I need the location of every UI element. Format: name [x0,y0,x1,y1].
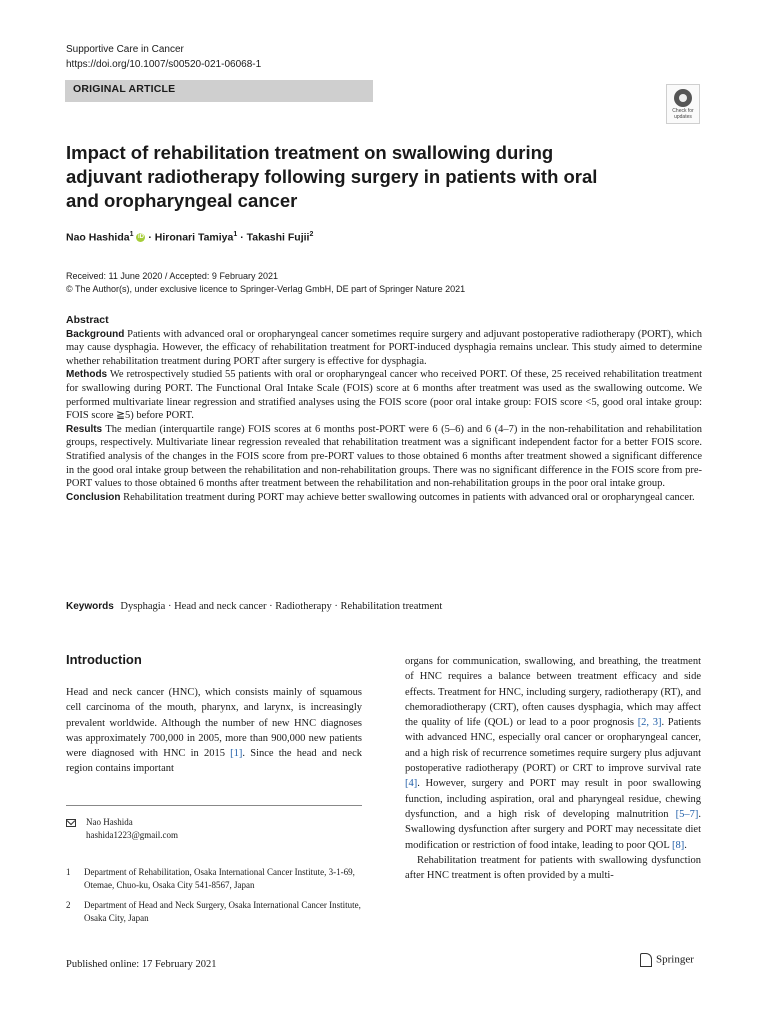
conclusion-label: Conclusion [66,491,121,503]
springer-horse-icon [640,953,652,967]
section-title-introduction: Introduction [66,652,142,667]
received-accepted: Received: 11 June 2020 / Accepted: 9 February 2021 [66,271,278,281]
intro-paragraph: Rehabilitation treatment for patients with swallowing dysfunction after HNC treatment is often provided by a multi- [405,854,701,882]
keywords-label: Keywords [66,601,114,612]
intro-text: organs for communication, swallowing, and breathing, the treatment of HNC requires a balance between treatment efficacy and side effects. Treatment for HNC, including surgery, radiotherapy (RT), and chemoradiotherapy (CRT), often causes dysphagia, which may affect the quality of life (QOL) or lead to a poor prognosis [405,656,701,729]
abstract-heading: Abstract [66,314,109,326]
author-name[interactable]: Takashi Fujii [246,231,310,244]
citation-link[interactable]: [5–7] [675,808,699,820]
intro-left-column [66,685,362,777]
doi-link[interactable]: https://doi.org/10.1007/s00520-021-06068-1 [66,59,262,70]
corresponding-author-name: Nao Hashida [86,817,133,827]
intro-paragraph [405,654,701,853]
author-affiliation-sup: 1 [233,231,238,238]
abstract-methods [66,368,702,422]
journal-header [66,42,261,72]
citation-link[interactable]: [1] [230,748,243,760]
copyright-line: © The Author(s), under exclusive licence to Springer-Verlag GmbH, DE part of Springer Nature 2021 [66,283,466,294]
affiliation-2: Department of Head and Neck Surgery, Osaka International Cancer Institute, Osaka City, Japan [84,900,361,923]
intro-text: . Since the head and neck region contains important [66,748,362,775]
intro-text: . Swallowing dysfunction after surgery and PORT may necessitate diet modification or restriction of food intake, leading to poor QOL [405,808,701,851]
article-title: Impact of rehabilitation treatment on swallowing during adjuvant radiotherapy following surgery in patients with oral and oropharyngeal cancer [66,142,598,211]
envelope-icon [66,819,76,827]
corresponding-author-icon-wrap [66,818,76,831]
footnote-divider [66,805,362,806]
abstract-background [66,328,702,369]
results-text: The median (interquartile range) FOIS scores at 6 months post-PORT were 6 (5–6) and 6 (4–7) in the non-rehabilitation and rehabilitation groups, respectively. Multivariate linear regression revealed that rehabilitation treatment was a significant independent factor for a better FOIS score. Stratified analysis of the changes in the FOIS score from pre-PORT values to those obtained 6 months after treatment showed a significant difference in the good oral intake group between the rehabilitation and non-rehabilitation groups. There was no significant difference in the FOIS score from pre-PORT values to those obtained 6 months after treatment between the rehabilitation and non-rehabilitation groups in the poor oral intake group. [66,423,702,490]
intro-paragraph [66,685,362,777]
crossmark-label: Check for updates [672,108,694,120]
author-name[interactable]: Hironari Tamiya [154,231,234,244]
orcid-icon[interactable]: iD [137,234,144,241]
affiliation-number: 1 [66,867,71,877]
check-for-updates-badge[interactable] [666,84,700,124]
intro-text: . However, surgery and PORT may result in poor swallowing function, including aspiration, oral and pharyngeal residue, chewing dysfunction, and a high risk of developing malnutrition [405,778,701,820]
corresponding-author-email[interactable]: hashida1223@gmail.com [86,830,179,840]
author-affiliation-sup: 1 [129,231,134,238]
intro-right-column [405,654,701,883]
article-dates [66,270,465,295]
publisher-name: Springer [656,953,694,966]
keywords [66,601,442,612]
keywords-text: Dysphagia · Head and neck cancer · Radiotherapy · Rehabilitation treatment [120,601,443,612]
background-label: Background [66,328,125,340]
background-text: Patients with advanced oral or oropharyngeal cancer sometimes require surgery and adjuvant postoperative radiotherapy (PORT), which may cause dysphagia. However, the efficacy of rehabilitation treatment for PORT-induced dysphagia remains unclear. This study aimed to determine whether rehabilitation treatment during PORT after surgery is effective for dysphagia. [66,328,703,367]
author-list: Nao Hashida$^1$ iD · Hironari Tamiya$^1$ · Takashi Fujii$^2$ [66,231,314,244]
intro-text: Head and neck cancer (HNC), which consists mainly of squamous cell carcinoma of the mouth, pharynx, and larynx, is increasingly prevalent worldwide. Although the number of new HNC diagnoses was approximately 700,000 in 2005, more than 900,000 new patients were diagnosed with HNC in 2015 [66,687,362,760]
abstract-conclusion [66,491,702,505]
intro-text: . Patients with advanced HNC, especially oral cancer or oropharyngeal cancer, and a high risk of recurrence sometimes require surgery plus adjuvant postoperative radiotherapy (PORT) or CRT to improve survival rate [405,717,701,775]
corresponding-author [86,816,178,842]
results-label: Results [66,423,103,435]
citation-link[interactable]: [2, 3] [637,717,662,729]
affiliation-number: 2 [66,900,71,910]
crossmark-icon [674,89,692,107]
journal-name: Supportive Care in Cancer [66,44,184,55]
author-name[interactable]: Nao Hashida [66,231,130,244]
article-type: ORIGINAL ARTICLE [73,83,176,95]
author-affiliation-sup: 2 [309,231,314,238]
methods-label: Methods [66,369,108,381]
citation-link[interactable]: [4] [405,778,418,790]
conclusion-text: Rehabilitation treatment during PORT may achieve better swallowing outcomes in patients with advanced oral or oropharyngeal cancer. [123,491,695,503]
citation-link[interactable]: [8] [672,839,685,851]
published-date: Published online: 17 February 2021 [66,959,217,970]
affiliation-1: Department of Rehabilitation, Osaka International Cancer Institute, 3-1-69, Otemae, Chuo-ku, Osaka City 541-8567, Japan [84,867,355,890]
methods-text: We retrospectively studied 55 patients with oral or oropharyngeal cancer who received PORT. Of these, 25 received rehabilitation treatment for swallowing during PORT. The Functional Oral Intake Scale (FOIS) score at 6 months after treatment was used as the swallowing outcome. We performed multivariate linear regression and stratified analyses using the FOIS score (poor oral intake group: FOIS score <5, good oral intake group: FOIS score ≧5) before PORT. [66,369,702,422]
abstract [66,314,702,504]
abstract-results [66,423,702,491]
article-type-bar [65,80,373,102]
intro-text: . [684,839,687,851]
publisher-logo[interactable] [640,953,694,967]
